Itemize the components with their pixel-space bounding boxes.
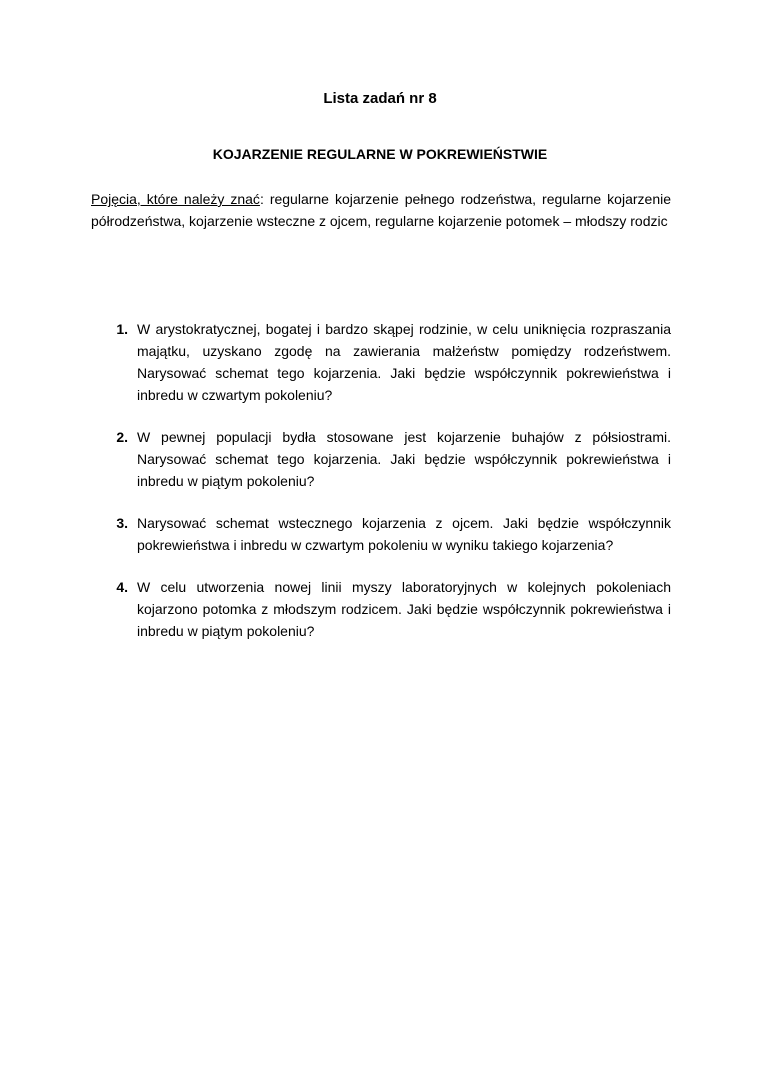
task-number: 3.	[116, 515, 128, 531]
task-number: 1.	[116, 321, 128, 337]
task-text: W arystokratycznej, bogatej i bardzo skąpej rodzinie, w celu uniknięcia rozpraszania majątku, uzyskano zgodę na zawierania małżeństw pomiędzy rodzeństwem. Narysować schemat tego kojarzenia. Jaki będzie współczynnik pokrewieństwa i inbredu w czwartym pokoleniu?	[137, 321, 671, 403]
page-subtitle: KOJARZENIE REGULARNE W POKREWIEŃSTWIE	[212, 146, 548, 162]
task-number: 2.	[116, 429, 128, 445]
concepts-text: : regularne kojarzenie pełnego rodzeństwa, regularne kojarzenie półrodzeństwa, kojarzenie wsteczne z ojcem, regularne kojarzenie potomek – młodszy rodzic	[91, 191, 671, 229]
task-text: W celu utworzenia nowej linii myszy laboratoryjnych w kolejnych pokoleniach kojarzono potomka z młodszym rodzicem. Jaki będzie współczynnik pokrewieństwa i inbredu w piątym pokoleniu?	[137, 579, 671, 639]
task-item-4	[108, 576, 671, 642]
task-text: W pewnej populacji bydła stosowane jest kojarzenie buhajów z półsiostrami. Narysować schemat tego kojarzenia. Jaki będzie współczynnik pokrewieństwa i inbredu w piątym pokoleniu?	[137, 429, 671, 489]
task-text: Narysować schemat wstecznego kojarzenia z ojcem. Jaki będzie współczynnik pokrewieństwa i inbredu w czwartym pokoleniu w wyniku takiego kojarzenia?	[137, 515, 671, 553]
task-item-3	[108, 512, 671, 556]
concepts-label: Pojęcia, które należy znać	[91, 191, 260, 207]
task-list	[108, 318, 671, 662]
page-title: Lista zadań nr 8	[323, 90, 437, 107]
task-item-1	[108, 318, 671, 406]
task-item-2	[108, 426, 671, 492]
concepts-paragraph	[91, 188, 671, 232]
task-number: 4.	[116, 579, 128, 595]
